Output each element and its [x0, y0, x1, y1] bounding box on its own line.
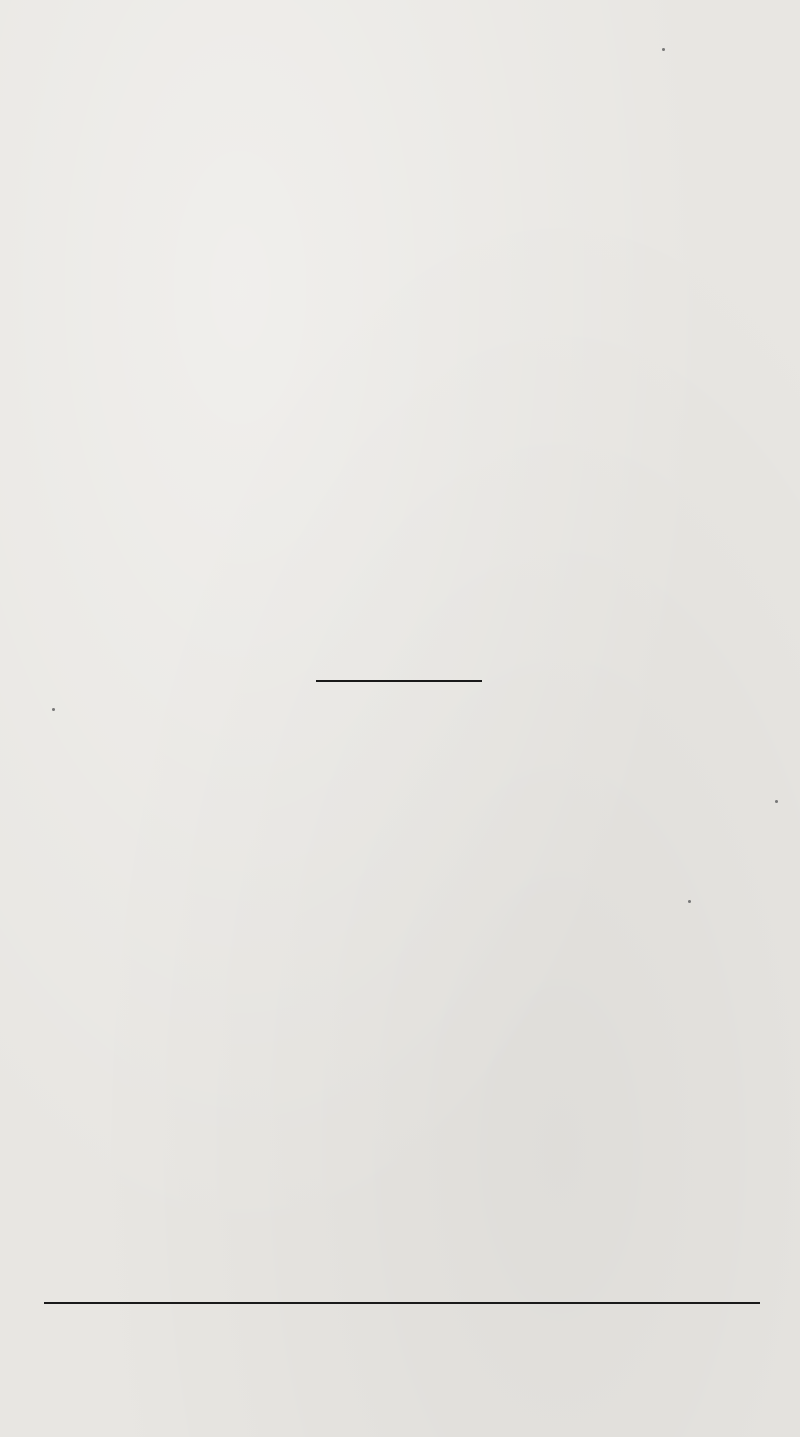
- paper-speck: [775, 800, 778, 803]
- paper-speck: [688, 900, 691, 903]
- footnotes: [48, 1318, 760, 1326]
- footnote-rule: [44, 1302, 760, 1304]
- paper-speck: [662, 48, 665, 51]
- section-divider-rule: [316, 680, 482, 682]
- paper-speck: [52, 708, 55, 711]
